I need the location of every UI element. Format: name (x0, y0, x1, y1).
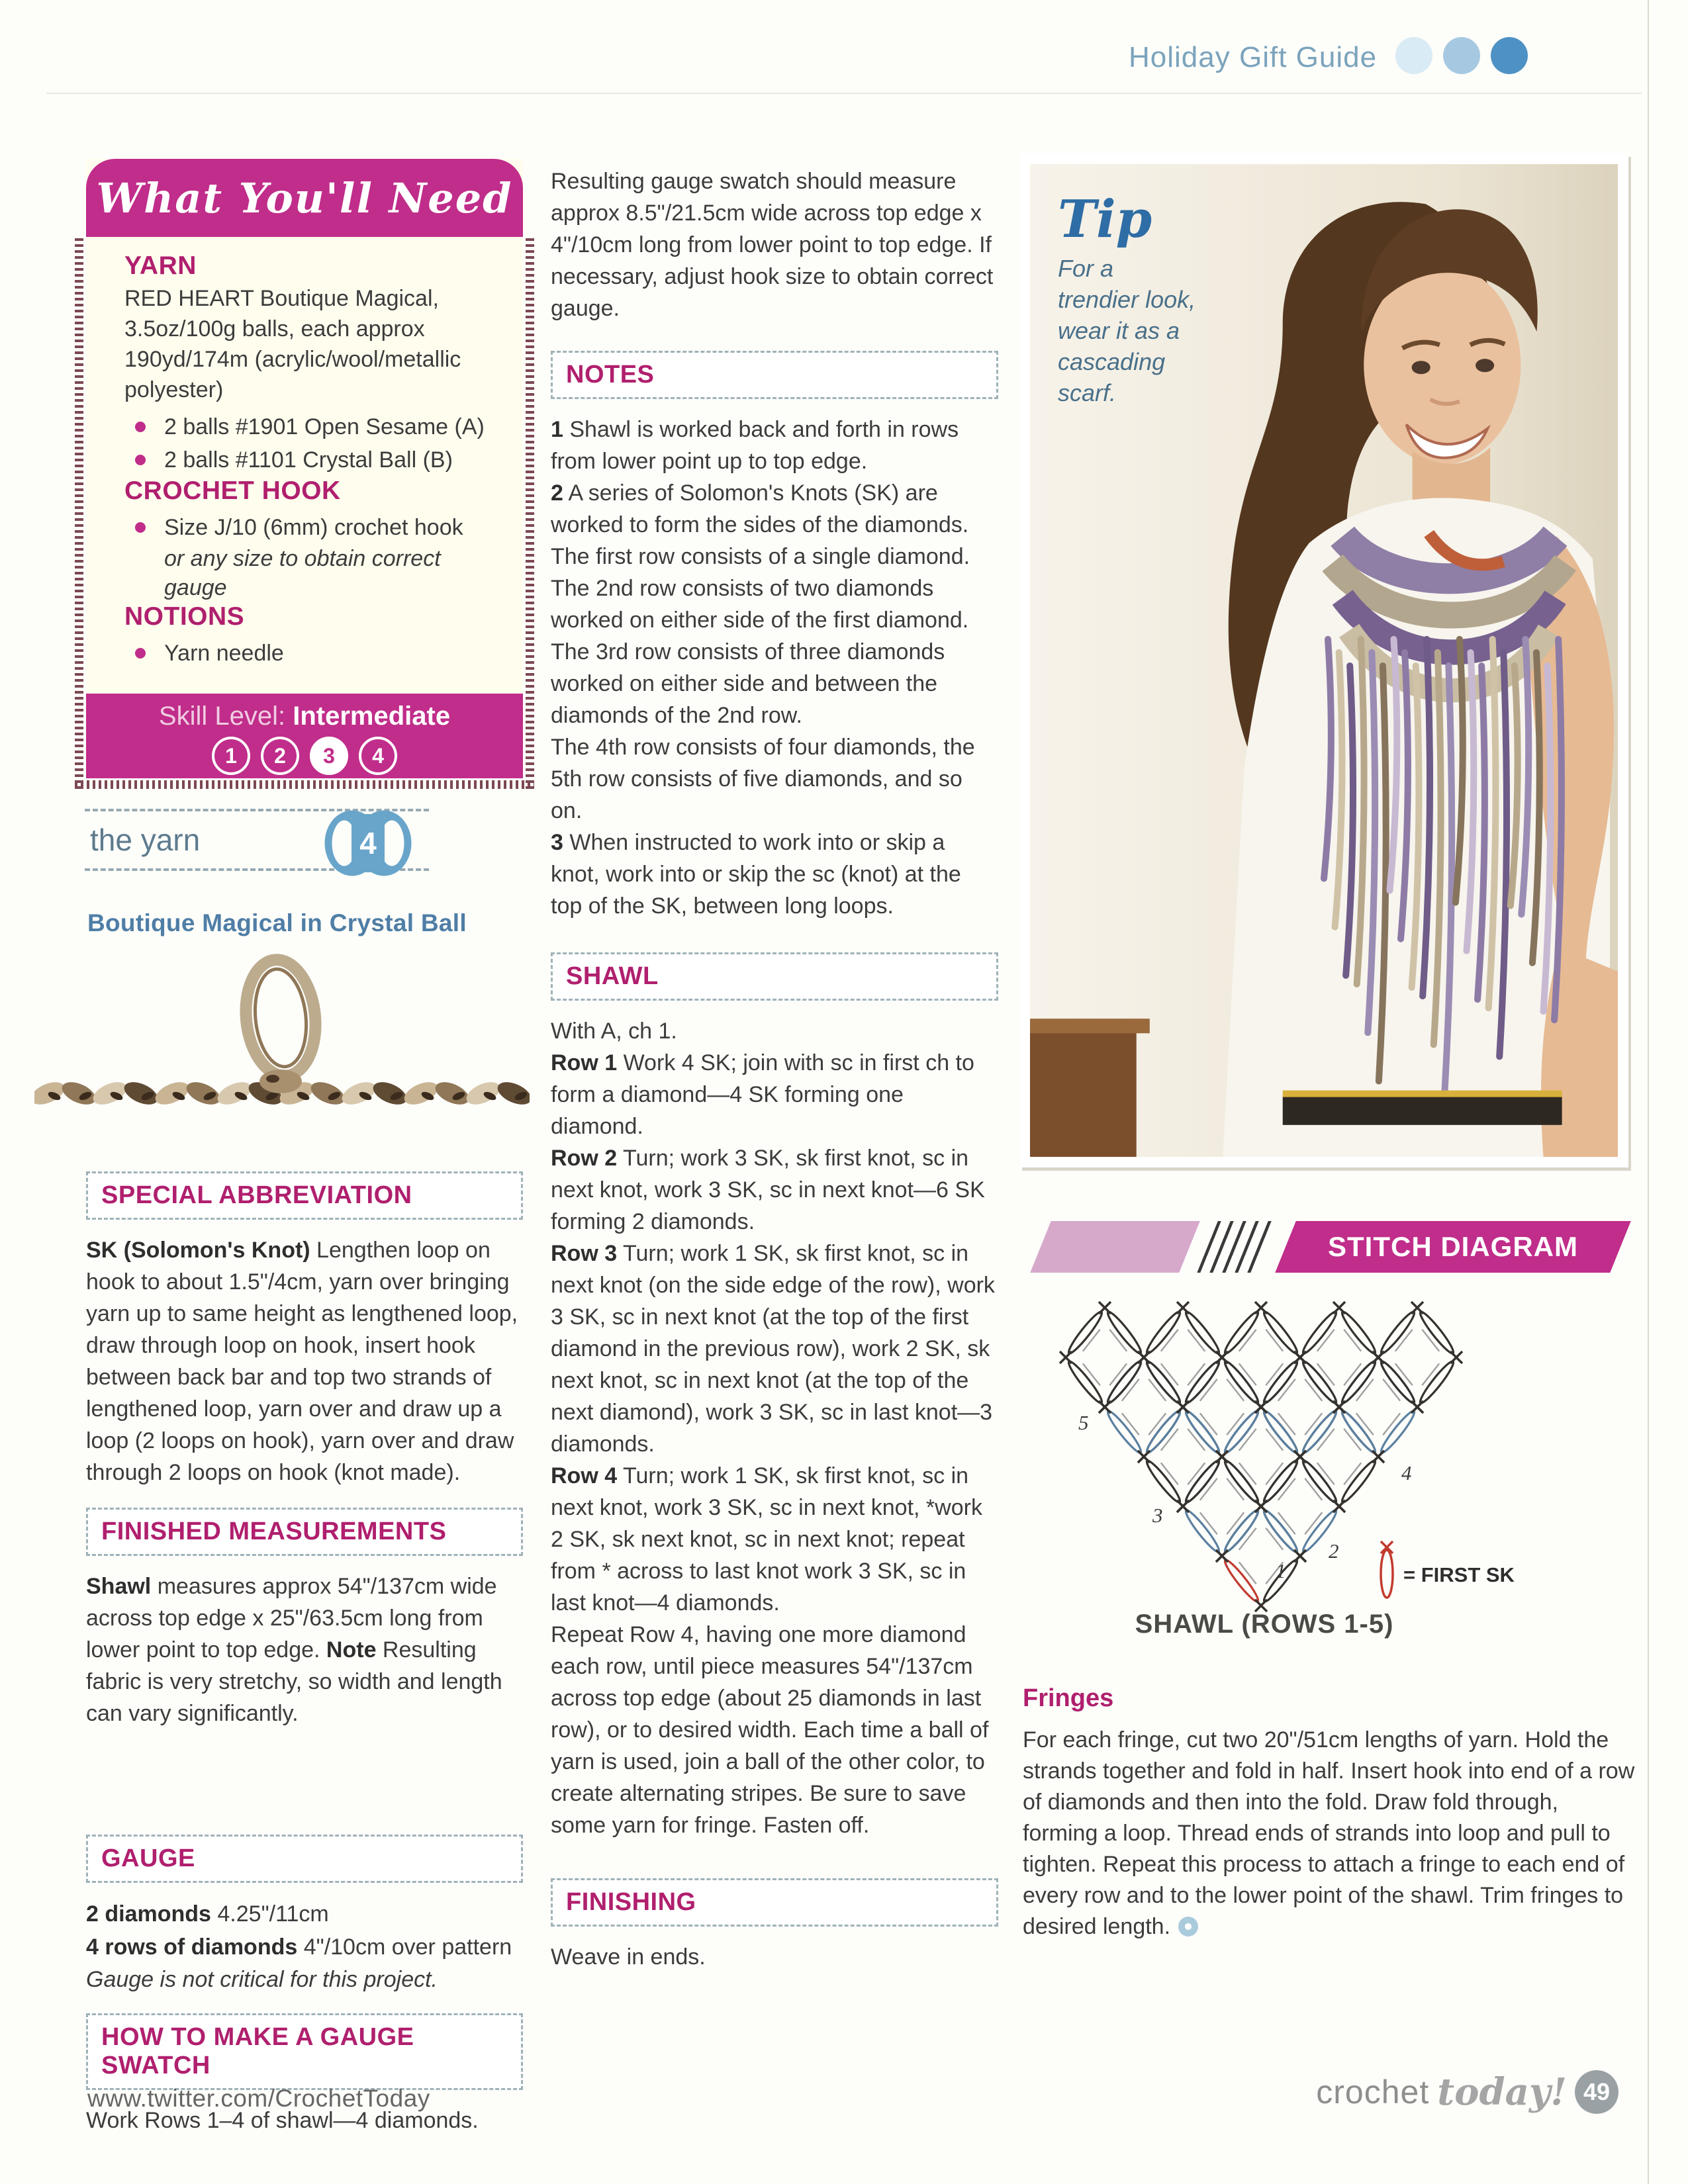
shawl-heading: SHAWL (551, 952, 998, 1001)
needbox-content (86, 237, 523, 670)
tip-callout (1058, 189, 1200, 408)
gauge-swatch-body: Work Rows 1–4 of shawl—4 diamonds. (86, 2108, 479, 2133)
banner-pink-block (1030, 1221, 1200, 1273)
yarn-weight-number: 4 (359, 826, 377, 860)
gauge-body (86, 1897, 523, 1995)
note-paragraph: 3 When instructed to work into or skip a knot, work into or skip the sc (knot) at the top of the SK, between long loops. (551, 830, 961, 919)
notions-list (124, 637, 500, 670)
skill-level-circle: 3 (310, 737, 348, 775)
gauge-line: 2 diamonds 4.25"/11cm (86, 1901, 329, 1927)
gauge-line: 4 rows of diamonds 4"/10cm over pattern (86, 1934, 512, 1960)
hook-list (124, 511, 500, 544)
gauge-section (86, 1835, 523, 1995)
svg-text:= FIRST SK: = FIRST SK (1403, 1563, 1515, 1586)
skill-level-circles (86, 737, 523, 775)
page-edge-line (1648, 0, 1649, 2184)
gauge-swatch-section (86, 2013, 523, 2136)
header-rule (46, 93, 1642, 94)
finished-measurements-heading: FINISHED MEASUREMENTS (86, 1508, 523, 1556)
shawl-row-paragraph: Repeat Row 4, having one more diamond each row, until piece measures 54"/137cm across top edge (about 25 diamonds in last row), or to desired width. Each time a ball of yarn is used, join a ball of the other color, to create alternating stripes. Be sure to save some yarn for fringe. Fasten off. (551, 1622, 989, 1838)
stitch-border-bottom (75, 780, 534, 789)
dot-icon (1491, 37, 1528, 74)
gauge-swatch-heading: HOW TO MAKE A GAUGE SWATCH (86, 2013, 523, 2090)
fringes-section (1023, 1684, 1638, 1942)
gauge-note: Gauge is not critical for this project. (86, 1967, 438, 1992)
what-youll-need-box (86, 159, 523, 778)
fringes-heading: Fringes (1023, 1684, 1114, 1712)
logo-today: today! (1437, 2070, 1567, 2114)
note-paragraph: 2 A series of Solomon's Knots (SK) are worked to form the sides of the diamonds. The first row consists of a single diamond. The 2nd row consists of two diamonds worked on either side of the first diamond. The 3rd row consists of three diamonds worked on either side and between the diamonds of the 2nd row. (551, 480, 970, 728)
dot-icon (1395, 37, 1432, 74)
gauge-heading: GAUGE (86, 1835, 523, 1883)
shawl-row-paragraph: Row 2 Turn; work 3 SK, sk first knot, sc in next knot, work 3 SK, sc in next knot—6 SK forming 2 diamonds. (551, 1146, 985, 1234)
svg-text:3: 3 (1152, 1504, 1163, 1527)
needbox-header (86, 159, 523, 237)
note-paragraph: 1 Shawl is worked back and forth in rows from lower point up to top edge. (551, 417, 959, 474)
notions-heading: NOTIONS (124, 602, 245, 631)
svg-text:2: 2 (1329, 1539, 1339, 1563)
instructions-column (551, 165, 998, 1973)
notions-list-item: Yarn needle (124, 637, 500, 670)
banner-stripes (1197, 1221, 1279, 1273)
shawl-row-paragraph: Row 1 Work 4 SK; join with sc in first ch to form a diamond—4 SK forming one diamond. (551, 1050, 974, 1139)
magazine-logo (1316, 2070, 1618, 2114)
model-photo (1030, 164, 1618, 1157)
diagram-caption: SHAWL (ROWS 1-5) (1135, 1610, 1394, 1639)
yarn-heading: YARN (124, 251, 197, 280)
end-of-article-icon (1178, 1917, 1198, 1936)
gauge-lines (86, 1897, 523, 1964)
fringes-body: For each fringe, cut two 20"/51cm lengths of yarn. Hold the strands together and fold in half. Insert hook into end of a row of diamonds and then into the fold. Draw fold through, forming a loop. Thread ends of strands into loop and pull to tighten. Repeat this process to attach a fringe to each end of every row and to the lower point of the shawl. Trim fringes to desired length. (1023, 1727, 1635, 1939)
model-photo-card (1019, 154, 1628, 1167)
hook-heading: CROCHET HOOK (124, 477, 341, 505)
yarn-list-item: 2 balls #1101 Crystal Ball (B) (124, 443, 500, 477)
shawl-row-paragraph: With A, ch 1. (551, 1019, 677, 1044)
special-abbreviation-body: SK (Solomon's Knot) Lengthen loop on hook to about 1.5"/4cm, yarn over bringing yarn up to same height as lengthened loop, draw through loop on hook, insert hook between back bar and top two strands of lengthened loop, yarn over and draw up a loop (2 loops on hook), yarn over and draw through 2 loops on hook (knot made). (86, 1238, 518, 1485)
stitch-diagram (1043, 1289, 1519, 1633)
finishing-heading: FINISHING (551, 1878, 998, 1927)
tip-title: Tip (1058, 189, 1152, 250)
notes-heading: NOTES (551, 351, 998, 399)
yarn-list (124, 410, 500, 477)
special-abbreviation-section (86, 1171, 523, 1488)
yarn-skein-weight-icon (315, 802, 421, 884)
skill-level-circle: 4 (359, 737, 397, 775)
stitch-diagram-title: STITCH DIAGRAM (1328, 1231, 1578, 1262)
note-paragraph: The 4th row consists of four diamonds, the 5th row consists of five diamonds, and so on. (551, 735, 975, 823)
hook-list-item: Size J/10 (6mm) crochet hook (124, 511, 500, 544)
the-yarn-label: the yarn (90, 823, 201, 857)
skill-level-bar (86, 694, 523, 778)
dot-icon (1443, 37, 1480, 74)
shawl-row-paragraph: Row 4 Turn; work 1 SK, sk first knot, sc in next knot, work 3 SK, sc in next knot, *work 2 SK, sk next knot, sc in next knot; repeat from * across to last knot work 3 SK, sc in last knot—4 diamonds. (551, 1463, 982, 1615)
tip-text: For a trendier look, wear it as a cascading scarf. (1058, 255, 1196, 406)
logo-crochet: crochet (1316, 2073, 1430, 2111)
skill-level-circle: 1 (212, 737, 250, 775)
stitch-border-right (526, 238, 534, 789)
svg-text:5: 5 (1078, 1411, 1089, 1434)
stitch-border-left (75, 238, 83, 789)
yarn-name-caption: Boutique Magical in Crystal Ball (87, 909, 467, 936)
notes-list (551, 414, 998, 922)
yarn-description: RED HEART Boutique Magical, 3.5oz/100g balls, each approx 190yd/174m (acrylic/wool/metallic polyester) (124, 286, 461, 402)
header-dots (1395, 37, 1528, 74)
yarn-chain-photo (34, 940, 530, 1133)
stitch-diagram-banner (1021, 1221, 1627, 1273)
gauge-intro-paragraph: Resulting gauge swatch should measure approx 8.5"/21.5cm wide across top edge x 4"/10cm long from lower point to top edge. If necessary, adjust hook size to obtain correct gauge. (551, 169, 994, 321)
shawl-instructions (551, 1015, 998, 1841)
finishing-body: Weave in ends. (551, 1944, 706, 1970)
svg-text:4: 4 (1401, 1461, 1412, 1484)
twitter-url: www.twitter.com/CrochetToday (87, 2085, 430, 2112)
skill-level-circle: 2 (261, 737, 299, 775)
shawl-row-paragraph: Row 3 Turn; work 1 SK, sk first knot, sc in next knot (on the side edge of the row), work 3 SK, sc in next knot (at the top of the first diamond in the previous row), work 2 SK, sk next knot, sc in next knot (at the top of the next diamond), work 3 SK, sc in last knot—3 diamonds. (551, 1241, 995, 1457)
skill-level-label: Skill Level: Intermediate (158, 702, 451, 731)
page-number-badge: 49 (1575, 2070, 1618, 2114)
section-header-holiday-gift-guide: Holiday Gift Guide (1129, 41, 1378, 73)
special-abbreviation-heading: SPECIAL ABBREVIATION (86, 1171, 523, 1220)
yarn-list-item: 2 balls #1901 Open Sesame (A) (124, 410, 500, 443)
hook-note: or any size to obtain correct gauge (164, 546, 441, 600)
finished-measurements-section (86, 1508, 523, 1729)
the-yarn-row (85, 809, 429, 871)
needbox-title: What You'll Need (96, 173, 513, 222)
svg-text:1: 1 (1276, 1559, 1286, 1582)
finished-measurements-body: Shawl measures approx 54"/137cm wide across top edge x 25"/63.5cm long from lower point to top edge. Note Resulting fabric is very stretchy, so width and length can vary significantly. (86, 1574, 502, 1726)
